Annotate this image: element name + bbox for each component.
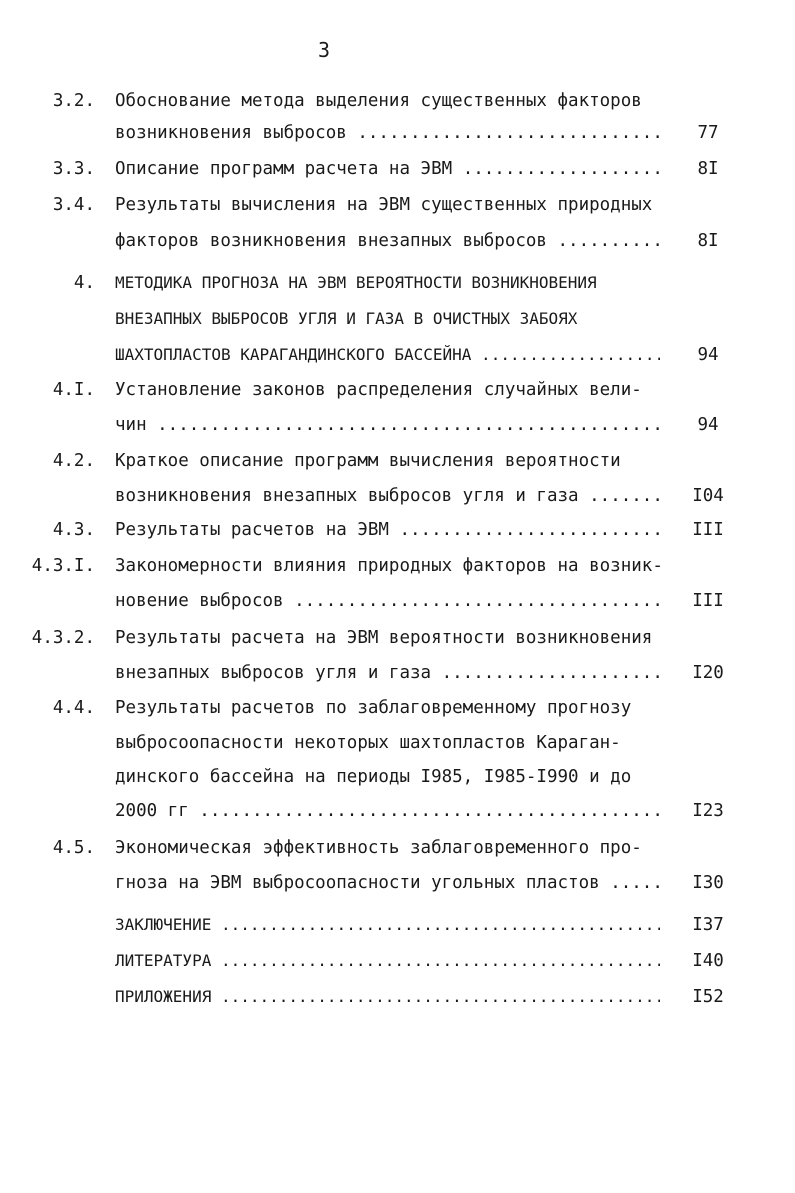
entry-title: динского бассейна на периоды I985, I985-I990 и до — [115, 767, 632, 787]
entry-title-last-line: гноза на ЭВМ выбросоопасности угольных пластов ..... — [115, 870, 660, 896]
entry-title-last-line: 2000 гг ..... — [115, 798, 660, 824]
entry-title-last-line: факторов возникновения внезапных выбросов ..... — [115, 228, 660, 254]
entry-page: I30 — [692, 873, 724, 893]
entry-page: 8I — [697, 159, 719, 179]
entry-number: 4. — [73, 273, 95, 293]
entry-title: Результаты вычисления на ЭВМ существенных природных — [115, 195, 653, 215]
entry-number: 4.4. — [52, 698, 95, 718]
entry-number: 3.2. — [52, 91, 95, 111]
entry-number: 4.I. — [52, 380, 95, 400]
entry-page: I40 — [692, 951, 724, 971]
entry-page: 77 — [697, 123, 719, 143]
entry-title-last-line: возникновения внезапных выбросов угля и газа ..... — [115, 483, 660, 509]
entry-title-last-line: ЗАКЛЮЧЕНИЕ ..... — [115, 912, 660, 938]
entry-page: 8I — [697, 231, 719, 251]
entry-page: III — [692, 520, 724, 540]
entry-title: МЕТОДИКА ПРОГНОЗА НА ЭВМ ВЕРОЯТНОСТИ ВОЗНИКНОВЕНИЯ — [115, 273, 597, 292]
entry-title: Обоснование метода выделения существенных факторов — [115, 91, 642, 111]
entry-page: 94 — [697, 345, 719, 365]
entry-title: Результаты расчета на ЭВМ вероятности возникновения — [115, 628, 653, 648]
entry-title-last-line: ПРИЛОЖЕНИЯ ..... — [115, 984, 660, 1010]
entry-number: 3.3. — [52, 159, 95, 179]
entry-page: III — [692, 591, 724, 611]
entry-title: Установление законов распределения случайных вели- — [115, 380, 642, 400]
entry-title: Результаты расчетов по заблаговременному прогнозу — [115, 698, 632, 718]
entry-number: 3.4. — [52, 195, 95, 215]
entry-title-last-line: ЛИТЕРАТУРА ..... — [115, 948, 660, 974]
entry-number: 4.3.2. — [31, 628, 95, 648]
entry-title: Закономерности влияния природных факторов на возник- — [115, 556, 663, 576]
entry-number: 4.3. — [52, 520, 95, 540]
entry-title-last-line: внезапных выбросов угля и газа ..... — [115, 660, 660, 686]
entry-page: 94 — [697, 415, 719, 435]
entry-number: 4.3.I. — [31, 556, 95, 576]
entry-title: Краткое описание программ вычисления вероятности — [115, 451, 621, 471]
entry-page: I04 — [692, 486, 724, 506]
entry-title-last-line: Результаты расчетов на ЭВМ ..... — [115, 517, 660, 543]
entry-title-last-line: ШАХТОПЛАСТОВ КАРАГАНДИНСКОГО БАССЕЙНА ..... — [115, 342, 660, 368]
entry-number: 4.5. — [52, 838, 95, 858]
entry-page: I52 — [692, 987, 724, 1007]
entry-page: I20 — [692, 663, 724, 683]
page-number: 3 — [318, 38, 331, 62]
entry-title-last-line: Описание программ расчета на ЭВМ ..... — [115, 156, 660, 182]
entry-title: ВНЕЗАПНЫХ ВЫБРОСОВ УГЛЯ И ГАЗА В ОЧИСТНЫХ ЗАБОЯХ — [115, 309, 578, 328]
entry-title-last-line: новение выбросов ..... — [115, 588, 660, 614]
entry-title-last-line: чин ..... — [115, 412, 660, 438]
entry-title: Экономическая эффективность заблаговременного про- — [115, 838, 642, 858]
entry-page: I23 — [692, 801, 724, 821]
entry-title-last-line: возникновения выбросов ..... — [115, 120, 660, 146]
entry-page: I37 — [692, 915, 724, 935]
entry-number: 4.2. — [52, 451, 95, 471]
entry-title: выбросоопасности некоторых шахтопластов Караган- — [115, 733, 621, 753]
